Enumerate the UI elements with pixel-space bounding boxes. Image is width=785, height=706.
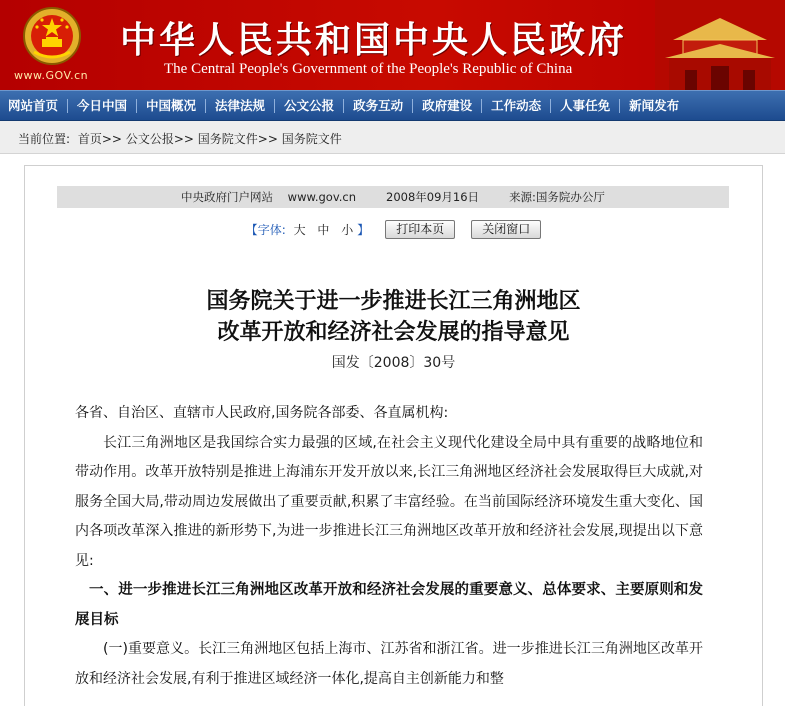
nav-government-building[interactable]: 政府建设 (413, 99, 482, 113)
source-site-name: 中央政府门户网站 (181, 190, 274, 204)
breadcrumb-bar (0, 121, 785, 154)
article-frame (24, 165, 763, 706)
font-size-label: 字体: (257, 222, 286, 237)
document-number: 国发〔2008〕30号 (331, 355, 456, 371)
tiananmen-gate-icon (655, 0, 785, 90)
article-info-bar (57, 186, 729, 208)
paragraph-2: (一)重要意义。长江三角洲地区包括上海市、江苏省和浙江省。进一步推进长江三角洲地区改革开放和经济社会发展,有利于推进区域经济一体化,提高自主创新能力和整 (75, 641, 703, 687)
breadcrumb-documents-link[interactable]: 公文公报>> (125, 132, 194, 146)
nav-documents[interactable]: 公文公报 (275, 99, 344, 113)
article-tools (25, 218, 762, 240)
bracket-close: 】 (357, 222, 370, 237)
nav-interaction[interactable]: 政务互动 (344, 99, 413, 113)
site-title-en: The Central People's Government of the People's Republic of China (164, 61, 573, 77)
nav-laws[interactable]: 法律法规 (206, 99, 275, 113)
font-size-large[interactable]: 大 (293, 222, 306, 237)
font-size-small[interactable]: 小 (341, 222, 354, 237)
font-size-control (246, 221, 370, 238)
nav-appointments[interactable]: 人事任免 (551, 99, 620, 113)
nav-work-updates[interactable]: 工作动态 (482, 99, 551, 113)
source-site-domain: www.gov.cn (287, 190, 357, 204)
main-nav (0, 90, 785, 121)
document-body (75, 399, 703, 694)
paragraph-1: 长江三角洲地区是我国综合实力最强的区域,在社会主义现代化建设全局中具有重要的战略地位和带动作用。改革开放特别是推进上海浦东开发开放以来,长江三角洲地区经济社会发展取得巨大成就,对服务全国大局,带动周边发展做出了重要贡献,积累了丰富经验。在当前国际经济环境发生重大变化、国内各项改革深入推进的新形势下,为进一步推进长江三角洲地区改革开放和经济社会发展,现提出以下意见: (75, 434, 703, 569)
site-header-banner (0, 0, 785, 90)
breadcrumb-home-link[interactable]: 首页>> (77, 132, 122, 146)
site-title-cn: 中华人民共和国中央人民政府 (120, 19, 628, 61)
bracket-open: 【 (245, 222, 258, 237)
breadcrumb (18, 130, 342, 147)
nav-today-china[interactable]: 今日中国 (68, 99, 137, 113)
breadcrumb-label: 当前位置: (18, 132, 71, 146)
nav-china-overview[interactable]: 中国概况 (137, 99, 206, 113)
document-title-line1: 国务院关于进一步推进长江三角洲地区 (206, 288, 581, 314)
article-source: 来源:国务院办公厅 (509, 190, 605, 204)
source-site (181, 189, 356, 205)
breadcrumb-state-council-link[interactable]: 国务院文件>> (197, 132, 278, 146)
site-url: www.GOV.cn (14, 69, 89, 82)
national-emblem-icon (22, 6, 82, 66)
document-title (25, 286, 762, 348)
close-window-button[interactable]: 关闭窗口 (471, 220, 541, 239)
section-heading-1: 一、进一步推进长江三角洲地区改革开放和经济社会发展的重要意义、总体要求、主要原则和发展目标 (75, 582, 703, 628)
salutation: 各省、自治区、直辖市人民政府,国务院各部委、各直属机构: (75, 405, 449, 421)
document-title-line2: 改革开放和经济社会发展的指导意见 (217, 319, 570, 345)
publish-date: 2008年09月16日 (386, 190, 480, 204)
print-button[interactable]: 打印本页 (385, 220, 455, 239)
nav-press-release[interactable]: 新闻发布 (629, 97, 680, 113)
font-size-medium[interactable]: 中 (317, 222, 330, 237)
breadcrumb-current[interactable]: 国务院文件 (281, 132, 342, 146)
nav-home[interactable]: 网站首页 (0, 99, 68, 113)
